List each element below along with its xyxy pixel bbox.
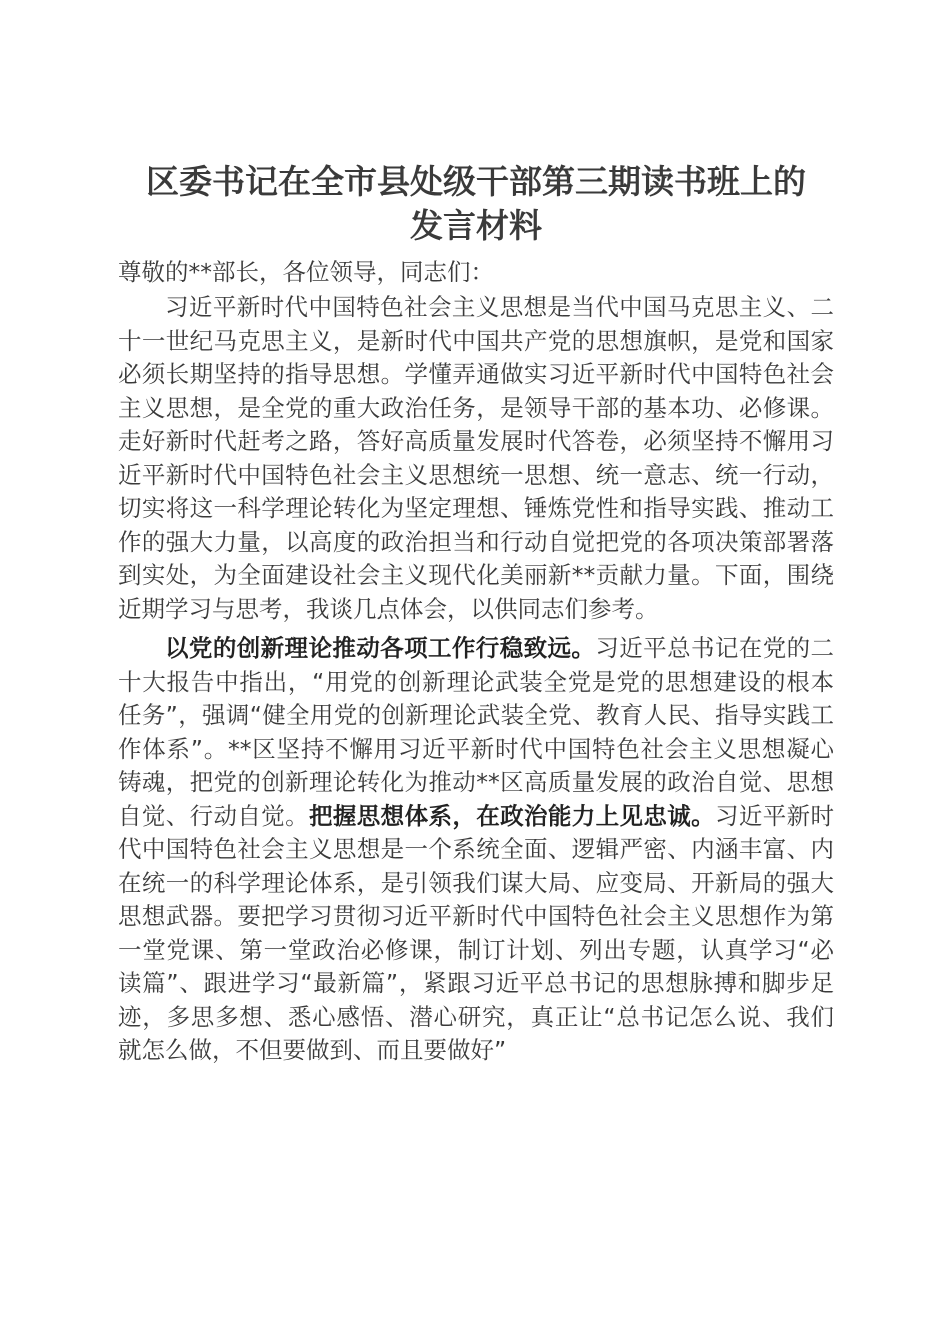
paragraph-intro: 习近平新时代中国特色社会主义思想是当代中国马克思主义、二十一世纪马克思主义，是新时代中国共产党的思想旗帜，是党和国家必须长期坚持的指导思想。学懂弄通做实习近平新时代中国特色社会主义思想，是全党的重大政治任务，是领导干部的基本功、必修课。走好新时代赶考之路，答好高质量发展时代答卷，必须坚持不懈用习近平新时代中国特色社会主义思想统一思想、统一意志、统一行动，切实将这一科学理论转化为坚定理想、锤炼党性和指导实践、推动工作的强大力量，以高度的政治担当和行动自觉把党的各项决策部署落到实处，为全面建设社会主义现代化美丽新**贡献力量。下面，围绕近期学习与思考，我谈几点体会，以供同志们参考。 — [118, 293, 834, 623]
title-line-2: 发言材料 — [410, 206, 542, 245]
section-text-1: 习近平总书记在党的二十大报告中指出，“用党的创新理论武装全党是党的思想建设的根本任务”，强调“健全用党的创新理论武装全党、教育人民、指导实践工作体系”。**区坚持不懈用习近平新时代中国特色社会主义思想凝心铸魂，把党的创新理论转化为推动**区高质量发展的政治自觉、思想自觉、行动自觉。 — [118, 634, 835, 830]
salutation: 尊敬的**部长，各位领导，同志们： — [118, 258, 494, 286]
section-subheading: 把握思想体系，在政治能力上见忠诚。 — [309, 801, 715, 830]
section-text-2: 习近平新时代中国特色社会主义思想是一个系统全面、逻辑严密、内涵丰富、内在统一的科学理论体系，是引领我们谋大局、应变局、开新局的强大思想武器。要把学习贯彻习近平新时代中国特色社会主义思想作为第一堂党课、第一堂政治必修课，制订计划、列出专题，认真学习“必读篇”、跟进学习“最新篇”，紧跟习近平总书记的思想脉搏和脚步足迹，多思多想、悉心感悟、潜心研究，真正让“总书记怎么说、我们就怎么做，不但要做到、而且要做好” — [118, 801, 835, 1064]
section-heading: 以党的创新理论推动各项工作行稳致远。 — [165, 634, 596, 662]
document-title — [118, 160, 834, 248]
document-page — [118, 160, 834, 1068]
paragraph-section-1 — [118, 632, 834, 1068]
title-line-1: 区委书记在全市县处级干部第三期读书班上的 — [146, 162, 806, 201]
